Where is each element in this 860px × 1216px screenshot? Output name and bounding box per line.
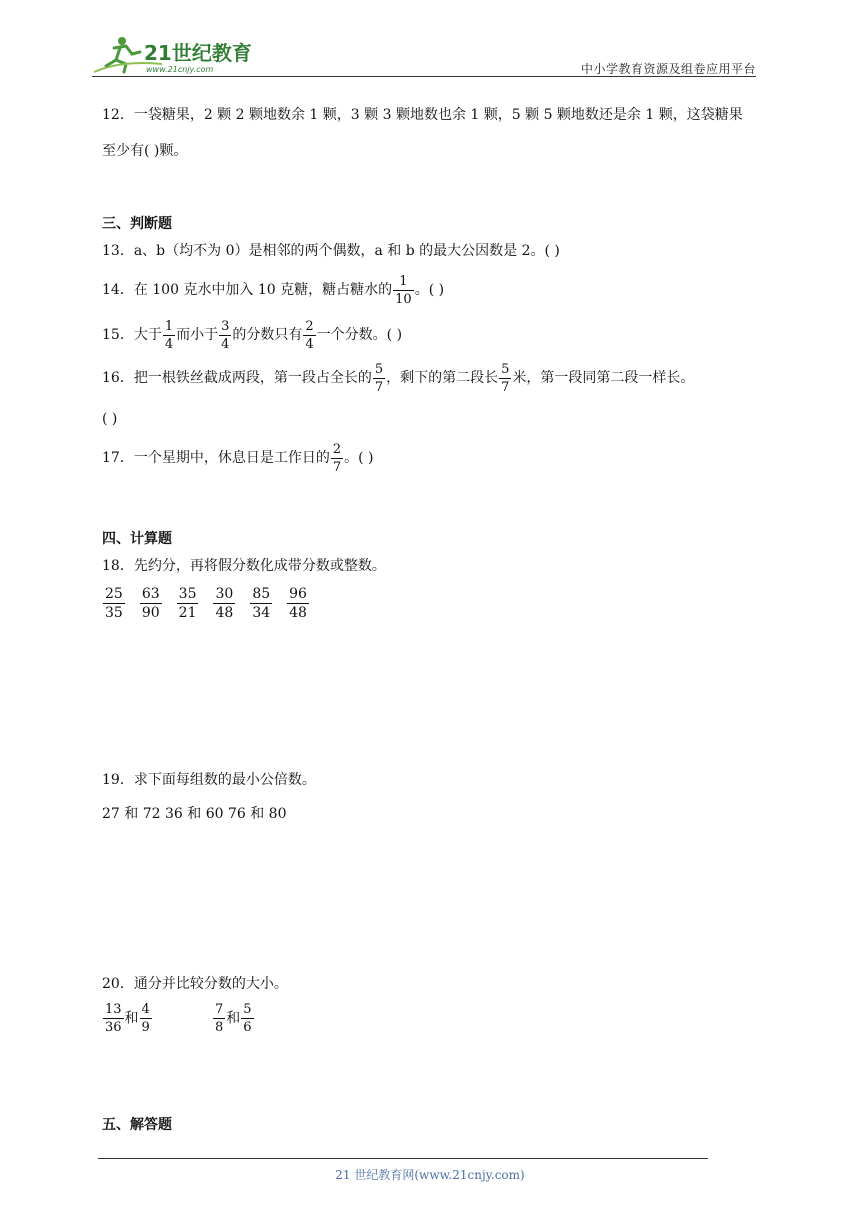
question-14 [102, 270, 444, 310]
section-title-calculation: 四、计算题 [102, 531, 172, 547]
question-13: 13．a、b（均不为 0）是相邻的两个偶数，a 和 b 的最大公因数是 2。( ) [102, 243, 560, 259]
page-header [92, 30, 756, 78]
fraction: $\frac{3}{4}$ [221, 318, 230, 352]
question-12-line1: 12．一袋糖果，2 颗 2 颗地数余 1 颗，3 颗 3 颗地数也余 1 颗，5 颗 5 颗地数还是余 1 颗，这袋糖果 [102, 107, 743, 123]
fraction: $\frac{5}{6}$ [243, 1002, 252, 1035]
fraction: $\frac{35}{21}$ [178, 586, 197, 621]
question-20-pair-2: $\frac{7}{8}$ 和 $\frac{5}{6}$ [215, 1002, 252, 1035]
footer-divider [98, 1158, 708, 1159]
section-title-judgment: 三、判断题 [102, 216, 172, 232]
question-18-fractions [102, 587, 323, 620]
site-logo [92, 34, 262, 76]
platform-name: 中小学教育资源及组卷应用平台 [580, 62, 756, 76]
question-17: 17．一个星期中，休息日是工作日的 $\frac{2}{7}$ 。( ) [102, 441, 374, 475]
fraction: $\frac{4}{9}$ [141, 1002, 150, 1035]
fraction: $\frac{2}{4}$ [305, 318, 314, 352]
fraction: $\frac{2}{7}$ [332, 441, 342, 475]
fraction: $\frac{63}{90}$ [141, 586, 160, 621]
answer-bracket: 一个分数。( ) [316, 327, 403, 343]
fraction: $\frac{5}{7}$ [501, 361, 510, 395]
question-19-groups: 27 和 72 36 和 60 76 和 80 [102, 806, 287, 822]
question-15: 15．大于 $\frac{1}{4}$ 而小于 $\frac{3}{4}$ 的分数只有 $\frac{2}{4}$ 一个分数。( ) [102, 318, 403, 352]
header-divider [92, 76, 756, 77]
footer-text: 21 世纪教育网(www.21cnjy.com) [335, 1168, 525, 1182]
fraction: $\frac{25}{35}$ [105, 586, 123, 621]
fraction: $\frac{85}{34}$ [252, 586, 271, 621]
question-18: 18．先约分，再将假分数化成带分数或整数。 [102, 558, 386, 574]
answer-bracket: 。( ) [344, 450, 374, 466]
question-14-text: 14．在 100 克水中加入 10 克糖，糖占糖水的 [102, 282, 393, 298]
fraction: $\frac{1}{10}$ [395, 273, 412, 307]
fraction: $\frac{30}{48}$ [215, 586, 234, 621]
svg-text:www.21cnjy.com: www.21cnjy.com [146, 65, 214, 74]
section-title-solution: 五、解答题 [102, 1117, 172, 1133]
fraction: $\frac{7}{8}$ [215, 1002, 224, 1035]
question-20: 20．通分并比较分数的大小。 [102, 976, 288, 992]
fraction: $\frac{96}{48}$ [289, 586, 307, 621]
fraction: $\frac{13}{36}$ [105, 1002, 122, 1035]
fraction: $\frac{1}{4}$ [164, 318, 174, 352]
question-20-pair-1: $\frac{13}{36}$ 和 $\frac{4}{9}$ [105, 1002, 150, 1035]
svg-text:21世纪教育: 21世纪教育 [144, 41, 252, 65]
question-16-answer-bracket: ( ) [102, 411, 118, 427]
question-19: 19．求下面每组数的最小公倍数。 [102, 772, 316, 788]
question-16: 16．把一根铁丝截成两段，第一段占全长的 $\frac{5}{7}$ ，剩下的第二段长 $\frac{5}{7}$ 米，第一段同第二段一样长。 [102, 361, 695, 395]
question-12-line2: 至少有( )颗。 [102, 143, 188, 159]
answer-bracket: 。( ) [414, 282, 445, 298]
fraction: $\frac{5}{7}$ [374, 361, 384, 395]
